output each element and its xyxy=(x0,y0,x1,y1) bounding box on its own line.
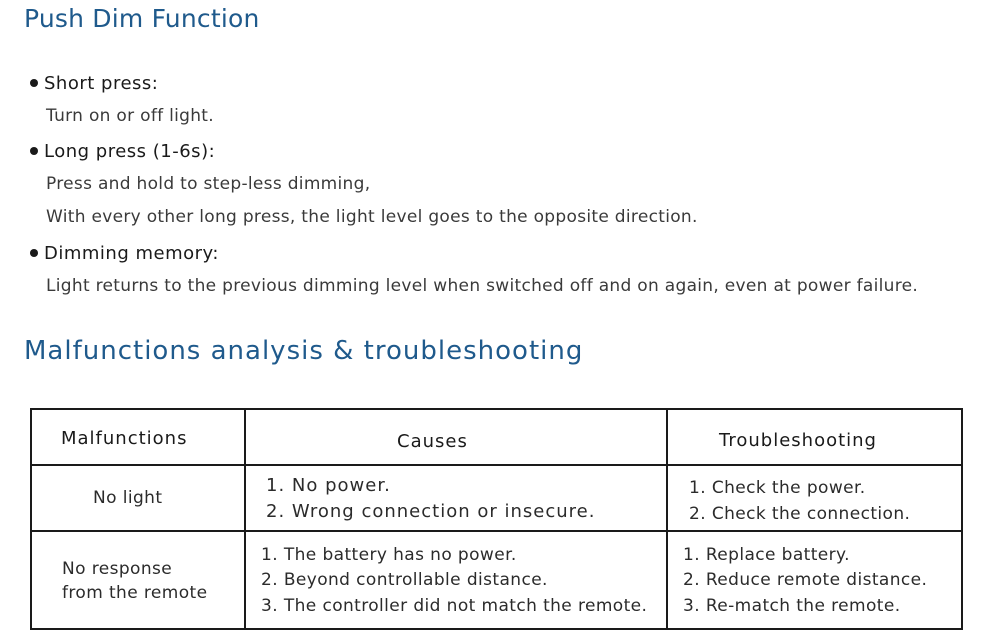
table-divider xyxy=(32,464,961,466)
bullet-short-press xyxy=(30,73,158,94)
table-cell-troubleshooting: 3. Re-match the remote. xyxy=(683,596,901,616)
troubleshooting-table xyxy=(30,408,963,630)
table-cell-cause: 1. No power. xyxy=(266,475,391,496)
bullet-dot-icon xyxy=(30,79,38,87)
table-cell-malfunction: No light xyxy=(93,488,163,508)
table-cell-cause: 1. The battery has no power. xyxy=(261,545,517,565)
table-header-troubleshooting: Troubleshooting xyxy=(719,430,877,451)
table-cell-malfunction: No response xyxy=(62,559,173,579)
body-line: Light returns to the previous dimming level when switched off and on again, even at power failure. xyxy=(46,276,919,296)
table-header-malfunctions: Malfunctions xyxy=(61,428,188,449)
table-cell-troubleshooting: 1. Check the power. xyxy=(689,478,866,498)
table-cell-troubleshooting: 2. Check the connection. xyxy=(689,504,911,524)
table-cell-troubleshooting: 2. Reduce remote distance. xyxy=(683,570,928,590)
table-cell-malfunction: from the remote xyxy=(62,583,208,603)
body-line: Turn on or off light. xyxy=(46,106,214,126)
body-line: With every other long press, the light level goes to the opposite direction. xyxy=(46,207,698,227)
bullet-long-press xyxy=(30,141,215,162)
bullet-heading: Dimming memory: xyxy=(44,243,219,264)
table-cell-cause: 2. Wrong connection or insecure. xyxy=(266,501,596,522)
bullet-heading: Long press (1-6s): xyxy=(44,141,216,162)
table-header-causes: Causes xyxy=(397,431,468,452)
table-cell-troubleshooting: 1. Replace battery. xyxy=(683,545,850,565)
table-divider xyxy=(666,410,668,628)
table-divider xyxy=(32,530,961,532)
table-divider xyxy=(244,410,246,628)
bullet-dot-icon xyxy=(30,249,38,257)
bullet-heading: Short press: xyxy=(44,73,159,94)
bullet-dimming-memory xyxy=(30,243,219,264)
section-title-malfunctions: Malfunctions analysis & troubleshooting xyxy=(24,336,584,366)
section-title-push-dim: Push Dim Function xyxy=(24,4,260,33)
table-cell-cause: 2. Beyond controllable distance. xyxy=(261,570,548,590)
bullet-dot-icon xyxy=(30,147,38,155)
table-cell-cause: 3. The controller did not match the remote. xyxy=(261,596,648,616)
body-line: Press and hold to step-less dimming, xyxy=(46,174,371,194)
